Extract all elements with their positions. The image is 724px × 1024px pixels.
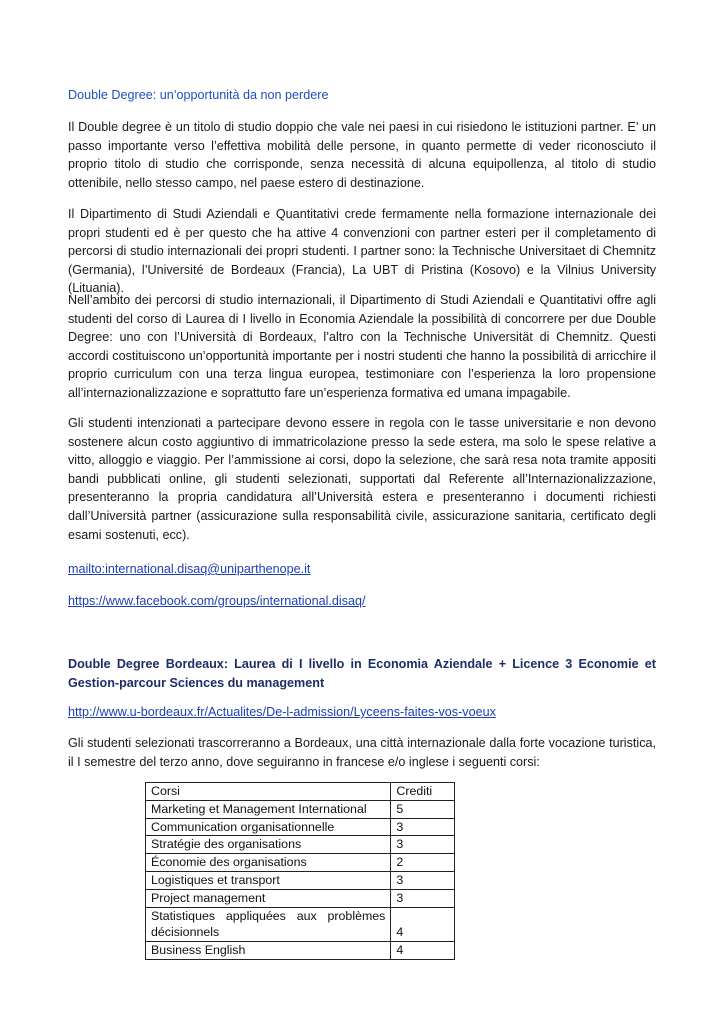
course-name: Logistiques et transport [146, 871, 391, 889]
table-row [146, 907, 455, 942]
course-credits: 3 [391, 871, 455, 889]
course-credits: 4 [391, 907, 455, 942]
bordeaux-link[interactable]: http://www.u-bordeaux.fr/Actualites/De-l-admission/Lyceens-faites-vos-voeux [68, 705, 496, 719]
course-name: Stratégie des organisations [146, 836, 391, 854]
course-name: Marketing et Management International [146, 800, 391, 818]
course-name: Project management [146, 889, 391, 907]
course-name: Économie des organisations [146, 854, 391, 872]
course-credits: 3 [391, 889, 455, 907]
paragraph-programs: Nell’ambito dei percorsi di studio internazionali, il Dipartimento di Studi Aziendali e Quantitativi offre agli studenti del corso di Laurea di I livello in Economia Aziendale la possibilità di concorrere per due Double Degree: uno con l’Università di Bordeaux, l’altro con la Technische Universität di Chemnitz. Questi accordi costituiscono un’opportunità importante per i nostri studenti che hanno la possibilità di arricchire il proprio curriculum con una terza lingua europea, testimoniare con l’esperienza la loro propensione all’internazionalizzazione e soprattutto fare un’esperienza formativa ed umana impagabile. [68, 293, 656, 400]
table-row [146, 871, 455, 889]
header-courses: Corsi [146, 783, 391, 801]
table-row [146, 818, 455, 836]
paragraph-requirements: Gli studenti intenzionati a partecipare devono essere in regola con le tasse universitarie e non devono sostenere alcun costo aggiuntivo di immatricolazione presso la sede estera, ma solo le spese relative a vitto, alloggio e viaggio. Per l’ammissione ai corsi, dopo la selezione, che sarà resa nota tramite appositi bandi pubblicati online, gli studenti selezionati, supportati dal Referente all’Internazionalizzazione, presenteranno la propria candidatura all’Università estera e presenteranno i documenti richiesti dall’Università partner (assicurazione sulla responsabilità civile, assicurazione sanitaria, certificato degli esami sostenuti, ecc). [68, 416, 656, 542]
course-credits: 2 [391, 854, 455, 872]
table-row [146, 854, 455, 872]
course-name: Communication organisationnelle [146, 818, 391, 836]
table-row [146, 800, 455, 818]
course-credits: 3 [391, 818, 455, 836]
course-name: Statistiques appliquées aux problèmes décisionnels [146, 907, 391, 942]
section-heading-bordeaux: Double Degree Bordeaux: Laurea di I livello in Economia Aziendale + Licence 3 Economie et Gestion-parcour Sciences du management [68, 657, 656, 690]
courses-table [145, 782, 455, 960]
course-credits: 5 [391, 800, 455, 818]
table-row [146, 942, 455, 960]
facebook-link[interactable]: https://www.facebook.com/groups/international.disaq/ [68, 594, 366, 608]
table-row [146, 889, 455, 907]
table-header-row [146, 783, 455, 801]
paragraph-bordeaux-intro: Gli studenti selezionati trascorreranno a Bordeaux, una città internazionale dalla forte vocazione turistica, il I semestre del terzo anno, dove seguiranno in francese e/o inglese i seguenti corsi: [68, 736, 656, 769]
paragraph-double-degree: Il Double degree è un titolo di studio doppio che vale nei paesi in cui risiedono le istituzioni partner. E’ un passo importante verso l’effettiva mobilità delle persone, in quanto permette di veder riconosciuto il proprio titolo di studio che corrisponde, senza necessità di alcuna equipollenza, al titolo di studio ottenibile, nello stesso campo, nel paese estero di destinazione. [68, 120, 656, 190]
course-name: Business English [146, 942, 391, 960]
course-credits: 4 [391, 942, 455, 960]
email-link[interactable]: mailto:international.disaq@uniparthenope.it [68, 562, 311, 576]
paragraph-department: Il Dipartimento di Studi Aziendali e Quantitativi crede fermamente nella formazione internazionale dei propri studenti ed è per questo che ha attive 4 convenzioni con partner esteri per il completamento di percorsi di studio internazionali dei propri studenti. I partner sono: la Technische Universitaet di Chemnitz (Germania), l’Université de Bordeaux (Francia), La UBT di Pristina (Kosovo) e la Vilnius University (Lituania). [68, 207, 656, 296]
table-row [146, 836, 455, 854]
section-heading: Double Degree: un’opportunità da non perdere [68, 88, 329, 102]
course-credits: 3 [391, 836, 455, 854]
header-credits: Crediti [391, 783, 455, 801]
